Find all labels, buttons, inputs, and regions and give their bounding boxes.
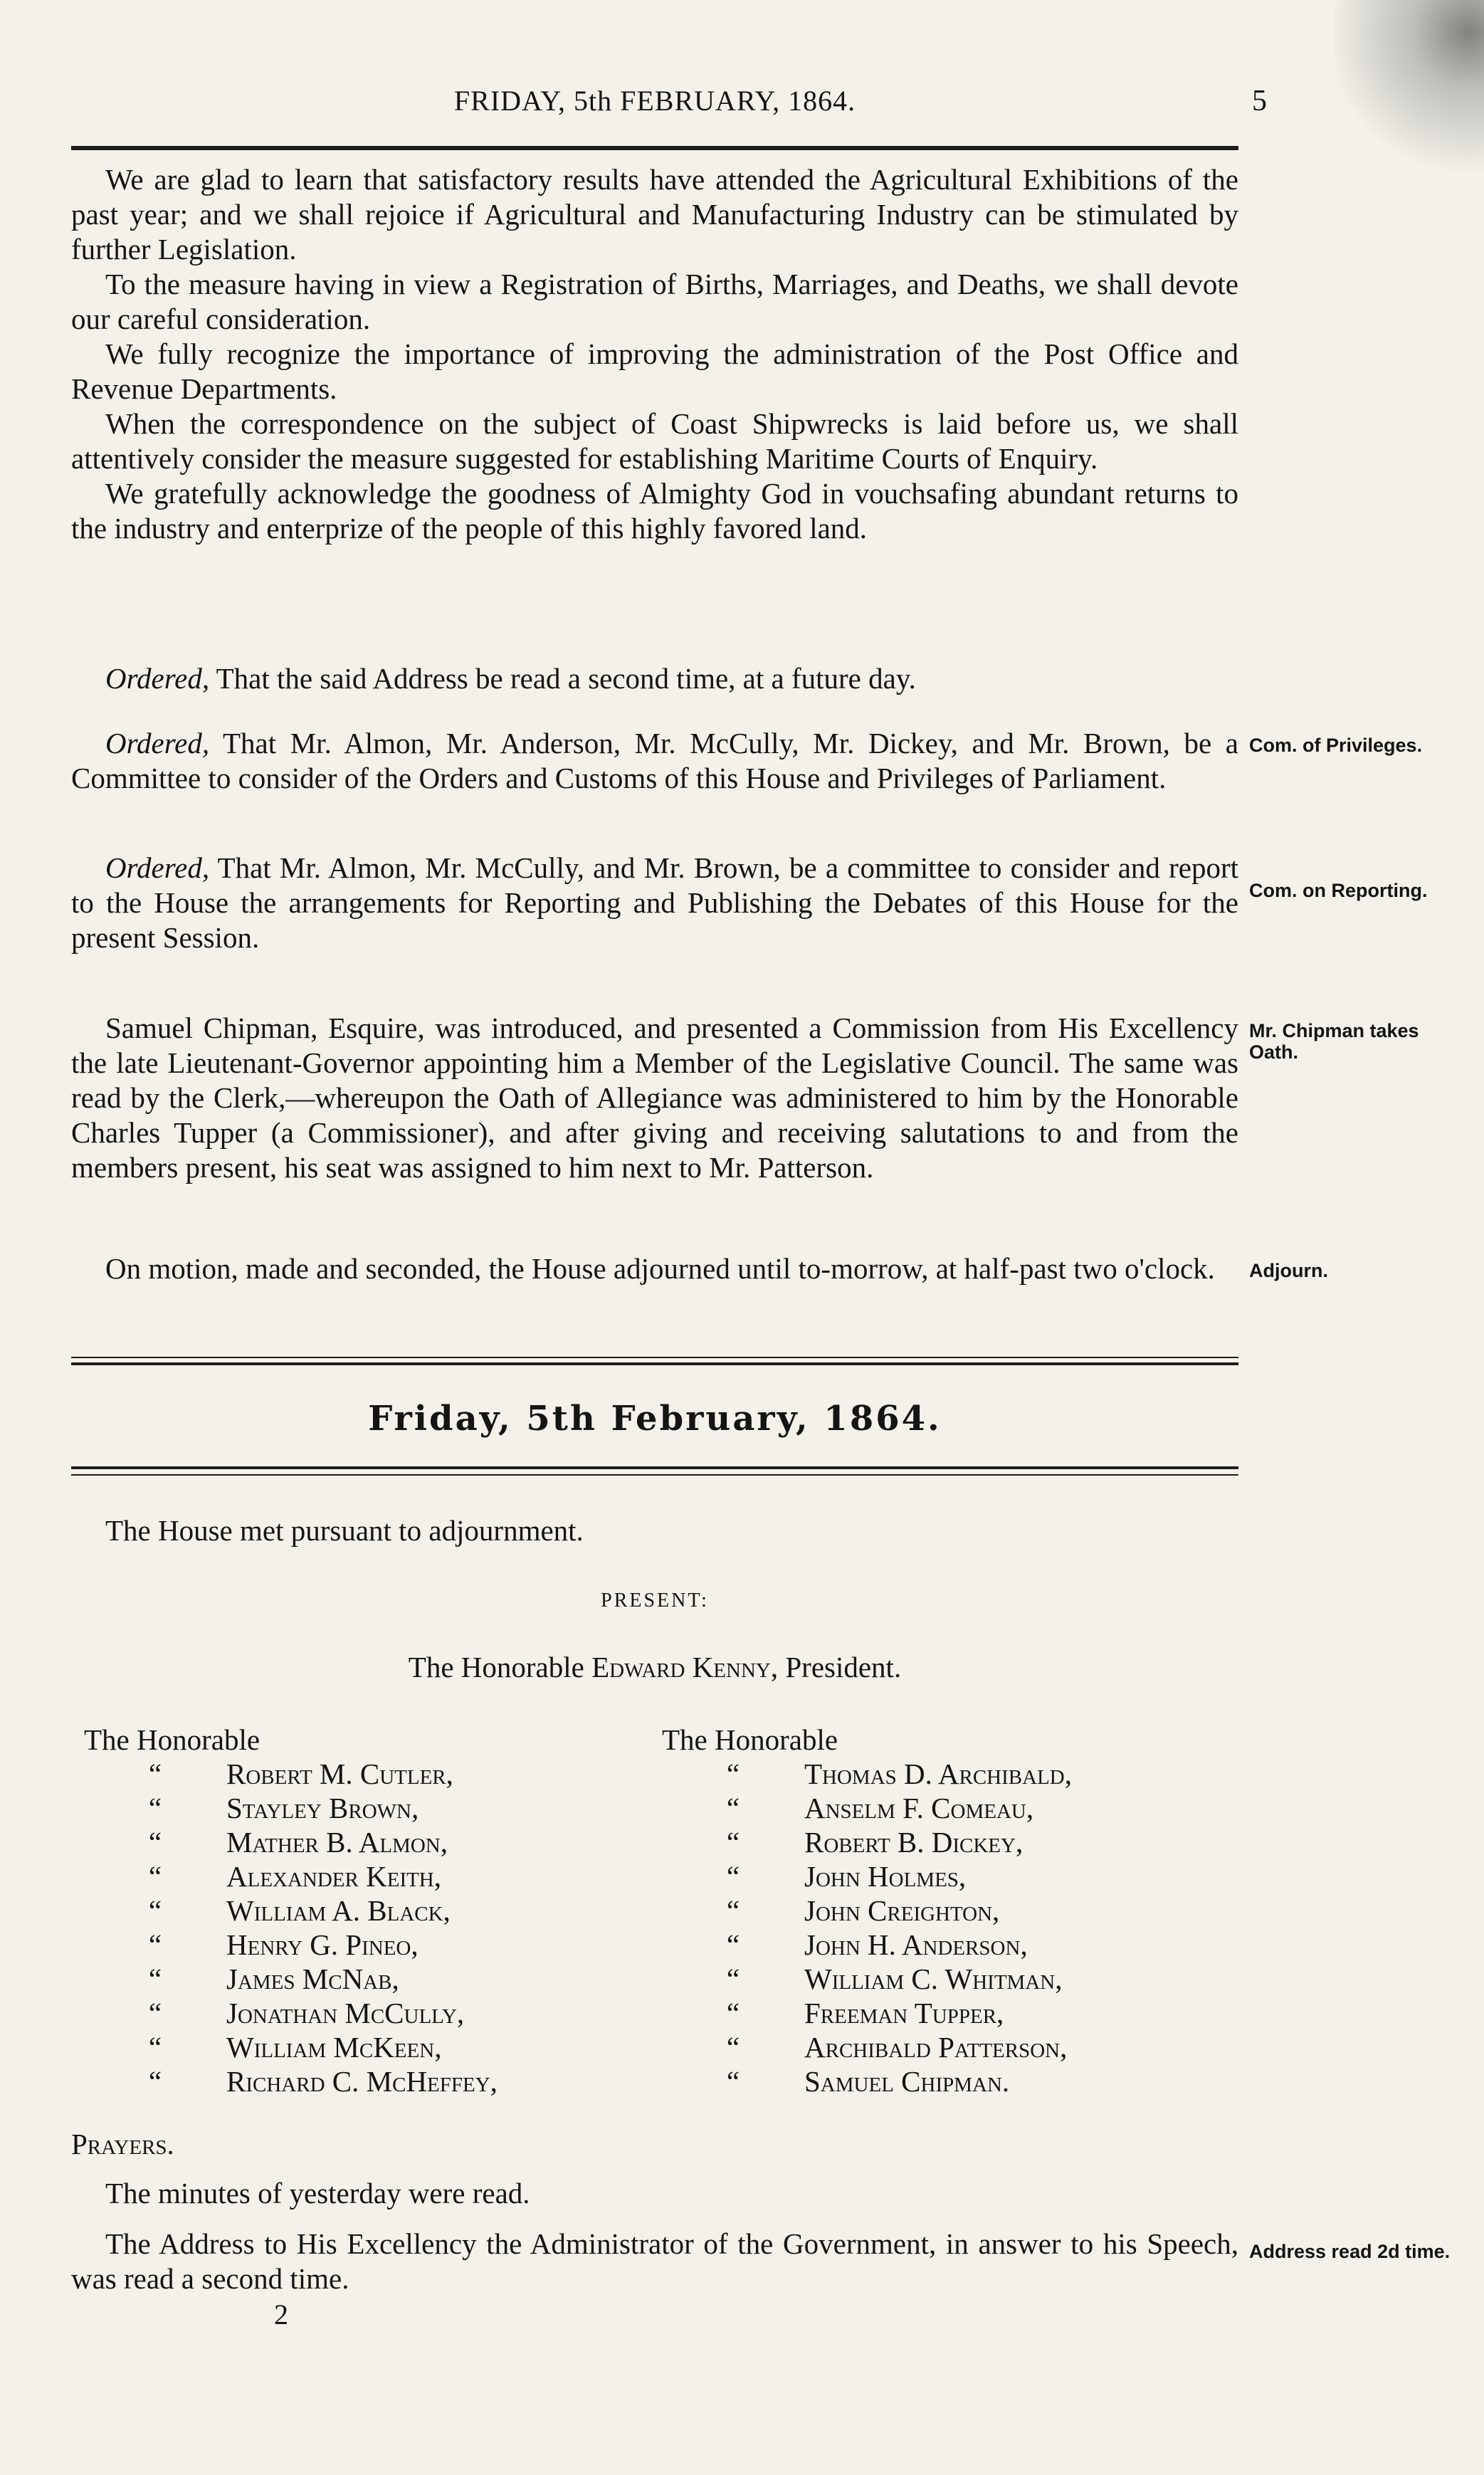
order-text-1: That the said Address be read a second time, at a future day. [216, 662, 916, 695]
present-label: PRESENT: [601, 1589, 709, 1612]
member-row-right [662, 1962, 1072, 1996]
ordered-word: Ordered, [105, 851, 210, 884]
member-name: John Holmes, [804, 1860, 967, 1893]
ditto-mark: “ [726, 1826, 740, 1859]
paragraph-acknowledgement: We gratefully acknowledge the goodness of Almighty God in vouchsafing abundant returns to the industry and enterprize of the people of this highly favored land. [71, 477, 1238, 545]
member-name: Robert M. Cutler, [226, 1757, 453, 1790]
ordered-word: Ordered, [105, 662, 210, 695]
section-rule-bottom-1 [71, 1466, 1238, 1469]
member-row-left [84, 1825, 498, 1859]
signature-mark: 2 [274, 2298, 288, 2331]
member-name: John Creighton, [804, 1894, 1000, 1927]
member-row-right [662, 2064, 1072, 2098]
ditto-mark: “ [148, 1826, 162, 1859]
member-row-left [84, 1962, 498, 1996]
ditto-mark: “ [148, 2065, 162, 2098]
member-name: Archibald Patterson, [804, 2031, 1068, 2064]
paragraph-minutes: The minutes of yesterday were read. [105, 2177, 530, 2209]
member-row-left [84, 1996, 498, 2030]
member-name: Robert B. Dickey, [804, 1826, 1023, 1859]
ditto-mark: “ [148, 1997, 162, 2029]
member-row-right [662, 1996, 1072, 2030]
prayers-label: Prayers. [71, 2128, 174, 2160]
member-name: Alexander Keith, [226, 1860, 442, 1893]
paragraph-agricultural: We are glad to learn that satisfactory results have attended the Agricultural Exhibitions of the past year; and we shall rejoice if Agricultural and Manufacturing Industry can be stimulated by further Legislation. [71, 163, 1238, 266]
member-row-left [84, 2030, 498, 2064]
member-name: William C. Whitman, [804, 1962, 1063, 1995]
paragraph-address: The Address to His Excellency the Administrator of the Government, in answer to his Speech, was read a second time. [71, 2227, 1238, 2295]
member-name: Samuel Chipman. [804, 2065, 1010, 2098]
member-name: James McNab, [226, 1962, 399, 1995]
member-row-left [84, 1928, 498, 1962]
member-name: Mather B. Almon, [226, 1826, 448, 1859]
member-name: Anselm F. Comeau, [804, 1792, 1034, 1824]
ditto-mark: “ [726, 1894, 740, 1927]
member-row-left [84, 1757, 498, 1791]
member-name: Freeman Tupper, [804, 1997, 1004, 2029]
order-privileges [71, 726, 1238, 796]
members-right-column [662, 1723, 1072, 2098]
ditto-mark: “ [726, 1997, 740, 2029]
ditto-mark: “ [726, 2031, 740, 2064]
ordered-word: Ordered, [105, 727, 210, 760]
header-rule [71, 146, 1238, 150]
ditto-mark: “ [726, 2065, 740, 2098]
member-row-right [662, 2030, 1072, 2064]
ditto-mark: “ [148, 1860, 162, 1893]
section-rule-bottom-2 [71, 1474, 1238, 1476]
margin-note-privileges: Com. of Privileges. [1249, 735, 1423, 756]
member-name: Henry G. Pineo, [226, 1928, 419, 1961]
member-row-right [662, 1928, 1072, 1962]
president-prefix: The Honorable [408, 1651, 584, 1683]
ditto-mark: “ [726, 1860, 740, 1893]
margin-note-adjourn: Adjourn. [1249, 1260, 1328, 1281]
ditto-mark: “ [148, 2031, 162, 2064]
page-number: 5 [1252, 85, 1267, 117]
member-row-right [662, 1757, 1072, 1791]
page-edge-stain [1335, 0, 1484, 641]
paragraph-shipwrecks: When the correspondence on the subject of Coast Shipwrecks is laid before us, we shall attentively consider the measure suggested for establishing Maritime Courts of Enquiry. [71, 407, 1238, 475]
paragraph-met: The House met pursuant to adjournment. [105, 1514, 584, 1547]
ditto-mark: “ [148, 1757, 162, 1790]
order-text-2: That Mr. Almon, Mr. Anderson, Mr. McCully, Mr. Dickey, and Mr. Brown, be a Committee to consider of the Orders and Customs of this House and Privileges of Parliament. [71, 727, 1238, 794]
page-header [71, 77, 1267, 134]
paragraph-post-office: We fully recognize the importance of improving the administration of the Post Office and Revenue Departments. [71, 337, 1238, 405]
reply-paragraphs [71, 162, 1238, 546]
chipman-paragraph-block [71, 1011, 1238, 1185]
member-row-left [84, 1859, 498, 1893]
member-row-right [662, 1859, 1072, 1893]
order-text-3: That Mr. Almon, Mr. McCully, and Mr. Brown, be a committee to consider and report to the House the arrangements for Reporting and Publishing the Debates of this House for the present Session. [71, 851, 1238, 954]
ditto-mark: “ [726, 1928, 740, 1961]
left-column-header: The Honorable [84, 1723, 261, 1756]
ditto-mark: “ [148, 1928, 162, 1961]
member-name: John H. Anderson, [804, 1928, 1028, 1961]
adjourn-block [71, 1251, 1238, 1286]
ditto-mark: “ [726, 1792, 740, 1824]
right-column-header: The Honorable [662, 1723, 838, 1756]
member-name: Jonathan McCully, [226, 1997, 465, 2029]
ditto-mark: “ [726, 1757, 740, 1790]
paragraph-registration: To the measure having in view a Registration of Births, Marriages, and Deaths, we shall devote our careful consideration. [71, 268, 1238, 335]
ditto-mark: “ [148, 1962, 162, 1995]
member-row-right [662, 1791, 1072, 1825]
met-block [71, 1513, 1238, 1548]
paragraph-adjourn: On motion, made and seconded, the House adjourned until to-morrow, at half-past two o'clock. [105, 1252, 1215, 1285]
president-line [71, 1650, 1238, 1684]
member-row-right [662, 1825, 1072, 1859]
order-reporting [71, 851, 1238, 955]
ditto-mark: “ [148, 1894, 162, 1927]
prayers-block [71, 2127, 1238, 2162]
member-row-left [84, 1791, 498, 1825]
order-second-reading [71, 661, 1238, 696]
member-name: William McKeen, [226, 2031, 442, 2064]
paragraph-chipman: Samuel Chipman, Esquire, was introduced, and presented a Commission from His Excellency the late Lieutenant-Governor appointing him a Member of the Legislative Council. The same was read by the Clerk,—whereupon the Oath of Allegiance was administered to him by the Honorable Charles Tupper (a Commissioner), and after giving and receiving salutations to and from the members present, his seat was assigned to him next to Mr. Patterson. [71, 1011, 1238, 1184]
section-rule-top-1 [71, 1357, 1238, 1358]
member-name: William A. Black, [226, 1894, 451, 1927]
member-name: Stayley Brown, [226, 1792, 419, 1824]
minutes-block [71, 2176, 1238, 2211]
member-row-left [84, 2064, 498, 2098]
header-title: FRIDAY, 5th FEBRUARY, 1864. [453, 85, 856, 117]
margin-note-reporting: Com. on Reporting. [1249, 880, 1428, 901]
section-date-heading: Friday, 5th February, 1864. [368, 1399, 942, 1439]
section-rule-top-2 [71, 1362, 1238, 1365]
member-row-left [84, 1893, 498, 1928]
president-name: Edward Kenny [591, 1651, 771, 1683]
members-left-column [84, 1723, 498, 2098]
president-suffix: , President. [770, 1651, 902, 1683]
margin-note-chipman: Mr. Chipman takes Oath. [1249, 1020, 1419, 1063]
ditto-mark: “ [148, 1792, 162, 1824]
member-row-right [662, 1893, 1072, 1928]
address-block [71, 2227, 1238, 2296]
member-name: Richard C. McHeffey, [226, 2065, 498, 2098]
ditto-mark: “ [726, 1962, 740, 1995]
margin-note-address: Address read 2d time. [1249, 2241, 1451, 2262]
member-name: Thomas D. Archibald, [804, 1757, 1072, 1790]
